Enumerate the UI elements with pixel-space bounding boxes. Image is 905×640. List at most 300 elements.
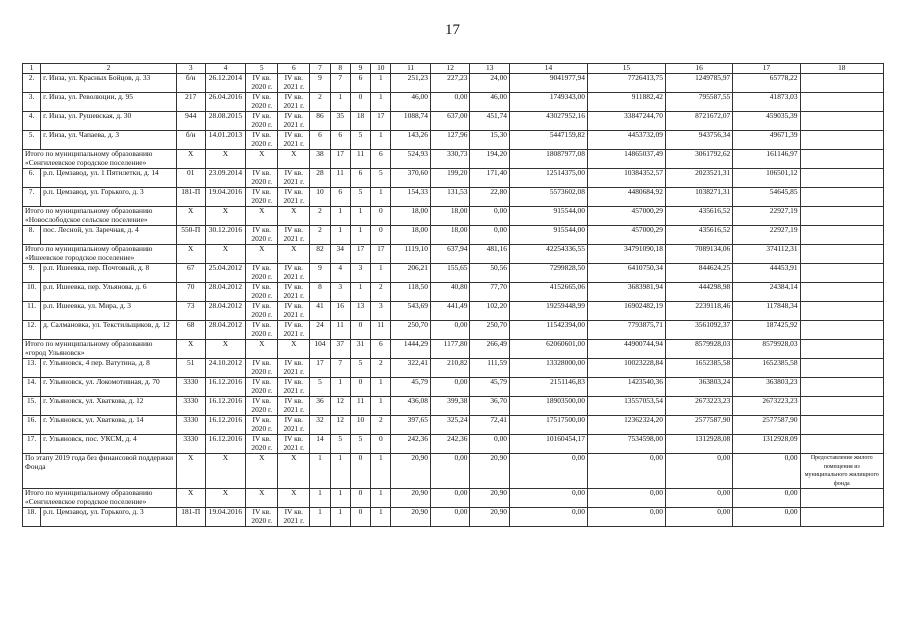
column-number-2: 2: [41, 64, 177, 74]
table-cell: 0,00: [430, 454, 470, 489]
table-cell: 227,23: [430, 74, 470, 93]
table-cell: IV кв. 2021 г.: [278, 93, 310, 112]
table-cell: 5: [350, 131, 370, 150]
table-cell: 441,49: [430, 302, 470, 321]
table-cell: 210,82: [430, 359, 470, 378]
table-cell: 1: [371, 454, 391, 489]
table-cell: 3330: [176, 435, 205, 454]
table-cell: 28: [310, 169, 330, 188]
table-cell: 181-П: [176, 188, 205, 207]
table-cell: 24: [310, 321, 330, 340]
table-cell: 41873,03: [733, 93, 800, 112]
table-cell: IV кв. 2020 г.: [246, 302, 278, 321]
address-cell: г. Инза, ул. Красных Бойцов, д. 33: [41, 74, 177, 93]
table-cell: 1: [310, 508, 330, 527]
table-cell: 4453732,09: [587, 131, 665, 150]
table-cell: 199,20: [430, 169, 470, 188]
table-cell: IV кв. 2020 г.: [246, 93, 278, 112]
table-cell: 46,00: [391, 93, 431, 112]
table-cell: 6: [350, 74, 370, 93]
table-cell: 5447159,82: [509, 131, 587, 150]
table-cell: 44900744,94: [587, 340, 665, 359]
table-cell: X: [176, 489, 205, 508]
table-cell: X: [176, 454, 205, 489]
table-cell: 7793875,71: [587, 321, 665, 340]
table-cell: 41: [310, 302, 330, 321]
table-cell: 19.04.2016: [205, 508, 246, 527]
table-cell: 36: [310, 397, 330, 416]
table-cell: 15,30: [470, 131, 510, 150]
note-cell: Предоставление жилого помещения из муниципального жилищного фонда: [800, 454, 883, 489]
note-cell: [800, 435, 883, 454]
table-cell: 0,00: [665, 454, 732, 489]
table-cell: 20,90: [391, 454, 431, 489]
table-cell: 18,00: [391, 207, 431, 226]
table-cell: 1652385,58: [665, 359, 732, 378]
note-cell: [800, 302, 883, 321]
table-cell: X: [246, 489, 278, 508]
table-cell: 20,90: [470, 454, 510, 489]
table-cell: 16.12.2016: [205, 378, 246, 397]
subtotal-label: Итого по муниципальному образованию «Сенгилеевское городское поселение»: [23, 489, 177, 508]
table-cell: 3561092,37: [665, 321, 732, 340]
column-number-13: 13: [470, 64, 510, 74]
table-cell: X: [176, 150, 205, 169]
table-cell: 11542394,00: [509, 321, 587, 340]
table-cell: 18,00: [430, 226, 470, 245]
table-cell: 118,50: [391, 283, 431, 302]
table-cell: 0,00: [470, 435, 510, 454]
table-cell: 266,49: [470, 340, 510, 359]
table-cell: 1: [330, 508, 350, 527]
table-cell: 1: [371, 74, 391, 93]
table-row: [23, 283, 884, 302]
table-cell: 18087977,08: [509, 150, 587, 169]
table-row: [23, 359, 884, 378]
table-cell: IV кв. 2021 г.: [278, 378, 310, 397]
table-cell: 37: [330, 340, 350, 359]
table-cell: 911882,42: [587, 93, 665, 112]
table-cell: 16: [330, 302, 350, 321]
table-cell: IV кв. 2021 г.: [278, 397, 310, 416]
row-number: 7.: [23, 188, 41, 207]
table-cell: 0,00: [430, 321, 470, 340]
table-cell: IV кв. 2021 г.: [278, 416, 310, 435]
address-cell: г. Инза, ул. Рушевская, д. 30: [41, 112, 177, 131]
column-number-17: 17: [733, 64, 800, 74]
note-cell: [800, 188, 883, 207]
note-cell: [800, 508, 883, 527]
table-cell: X: [176, 245, 205, 264]
table-cell: 543,69: [391, 302, 431, 321]
table-cell: IV кв. 2021 г.: [278, 359, 310, 378]
column-number-4: 4: [205, 64, 246, 74]
table-cell: 24.10.2012: [205, 359, 246, 378]
table-cell: 325,24: [430, 416, 470, 435]
table-cell: IV кв. 2020 г.: [246, 397, 278, 416]
table-cell: 1: [371, 397, 391, 416]
table-row: [23, 112, 884, 131]
table-cell: IV кв. 2021 г.: [278, 283, 310, 302]
subtotal-label: По этапу 2019 года без финансовой поддержки Фонда: [23, 454, 177, 489]
table-cell: 1423540,36: [587, 378, 665, 397]
table-cell: 1444,29: [391, 340, 431, 359]
table-cell: 16.12.2016: [205, 416, 246, 435]
table-cell: 17: [371, 245, 391, 264]
table-cell: 6: [350, 169, 370, 188]
table-cell: IV кв. 2021 г.: [278, 112, 310, 131]
column-number-15: 15: [587, 64, 665, 74]
column-number-14: 14: [509, 64, 587, 74]
table-cell: 44453,91: [733, 264, 800, 283]
subtotal-row: [23, 489, 884, 508]
table-cell: 370,60: [391, 169, 431, 188]
table-cell: 8: [310, 283, 330, 302]
table-row: [23, 397, 884, 416]
note-cell: [800, 93, 883, 112]
table-cell: 12: [330, 397, 350, 416]
address-cell: г. Ульяновск, ул. Хваткова, д. 14: [41, 416, 177, 435]
row-number: 10.: [23, 283, 41, 302]
table-cell: 5: [350, 188, 370, 207]
table-cell: 18,00: [430, 207, 470, 226]
subtotal-label: Итого по муниципальному образованию «город Ульяновск»: [23, 340, 177, 359]
table-cell: 14865037,49: [587, 150, 665, 169]
table-cell: 5: [371, 169, 391, 188]
table-cell: 70: [176, 283, 205, 302]
table-cell: 2673223,23: [733, 397, 800, 416]
table-cell: 0: [371, 207, 391, 226]
table-cell: 67: [176, 264, 205, 283]
note-cell: [800, 169, 883, 188]
table-cell: 0,00: [587, 454, 665, 489]
table-cell: 54645,85: [733, 188, 800, 207]
table-cell: 18: [350, 112, 370, 131]
table-cell: 7089134,06: [665, 245, 732, 264]
table-cell: 0,00: [509, 508, 587, 527]
table-row: [23, 226, 884, 245]
table-cell: 34791090,18: [587, 245, 665, 264]
table-cell: 1: [350, 283, 370, 302]
table-cell: 77,70: [470, 283, 510, 302]
table-cell: 374112,31: [733, 245, 800, 264]
column-number-3: 3: [176, 64, 205, 74]
table-cell: 0: [350, 378, 370, 397]
table-cell: 637,00: [430, 112, 470, 131]
table-cell: 0,00: [587, 489, 665, 508]
table-cell: 0,00: [733, 454, 800, 489]
table-cell: 1: [371, 508, 391, 527]
table-cell: IV кв. 2021 г.: [278, 264, 310, 283]
table-cell: 0: [350, 508, 370, 527]
table-cell: X: [278, 150, 310, 169]
table-cell: IV кв. 2020 г.: [246, 169, 278, 188]
table-cell: 117848,34: [733, 302, 800, 321]
table-cell: 161146,97: [733, 150, 800, 169]
table-row: [23, 321, 884, 340]
table-cell: 1: [330, 226, 350, 245]
table-cell: 6410750,34: [587, 264, 665, 283]
table-cell: 1: [350, 207, 370, 226]
table-cell: 0,00: [509, 454, 587, 489]
table-cell: 397,65: [391, 416, 431, 435]
table-cell: 86: [310, 112, 330, 131]
table-cell: 0,00: [509, 489, 587, 508]
table-cell: 19.04.2016: [205, 188, 246, 207]
row-number: 13.: [23, 359, 41, 378]
table-cell: 0,00: [430, 508, 470, 527]
table-cell: 1088,74: [391, 112, 431, 131]
table-cell: 13557053,54: [587, 397, 665, 416]
table-row: [23, 188, 884, 207]
table-cell: 25.04.2012: [205, 264, 246, 283]
table-cell: 49671,39: [733, 131, 800, 150]
note-cell: [800, 226, 883, 245]
table-cell: 68: [176, 321, 205, 340]
table-header-row: [23, 64, 884, 74]
table-cell: 22927,19: [733, 207, 800, 226]
table-cell: 106501,12: [733, 169, 800, 188]
column-number-8: 8: [330, 64, 350, 74]
address-cell: р.п. Ишеевка, пер. Почтовый, д. 8: [41, 264, 177, 283]
note-cell: [800, 321, 883, 340]
table-cell: 40,80: [430, 283, 470, 302]
table-cell: 1312928,09: [733, 435, 800, 454]
table-cell: 154,33: [391, 188, 431, 207]
address-cell: г. Инза, ул. Чапаева, д. 3: [41, 131, 177, 150]
note-cell: [800, 245, 883, 264]
table-cell: 1: [371, 131, 391, 150]
table-cell: 127,96: [430, 131, 470, 150]
table-cell: 19259448,99: [509, 302, 587, 321]
row-number: 4.: [23, 112, 41, 131]
note-cell: [800, 207, 883, 226]
table-cell: 1: [371, 378, 391, 397]
table-cell: IV кв. 2021 г.: [278, 131, 310, 150]
table-cell: 206,21: [391, 264, 431, 283]
subtotal-row: [23, 150, 884, 169]
column-number-6: 6: [278, 64, 310, 74]
table-row: [23, 93, 884, 112]
table-cell: IV кв. 2020 г.: [246, 359, 278, 378]
table-cell: 5: [350, 435, 370, 454]
table-cell: 10160454,17: [509, 435, 587, 454]
table-cell: 0: [350, 93, 370, 112]
table-cell: 45,79: [470, 378, 510, 397]
table-cell: IV кв. 2020 г.: [246, 283, 278, 302]
table-cell: 1: [371, 188, 391, 207]
table-cell: 7534598,00: [587, 435, 665, 454]
table-cell: 943756,34: [665, 131, 732, 150]
table-cell: 43027952,16: [509, 112, 587, 131]
table-cell: 10: [350, 416, 370, 435]
table-cell: 0,00: [430, 489, 470, 508]
table-cell: 34: [330, 245, 350, 264]
table-cell: 4152665,06: [509, 283, 587, 302]
table-cell: X: [246, 454, 278, 489]
table-cell: 73: [176, 302, 205, 321]
table-cell: 17517500,00: [509, 416, 587, 435]
table-cell: 24,00: [470, 74, 510, 93]
table-cell: 10023228,84: [587, 359, 665, 378]
table-cell: 1: [330, 207, 350, 226]
table-cell: 12514375,00: [509, 169, 587, 188]
table-row: [23, 508, 884, 527]
table-row: [23, 416, 884, 435]
table-cell: 2: [371, 359, 391, 378]
table-cell: 171,40: [470, 169, 510, 188]
table-cell: 8721672,07: [665, 112, 732, 131]
row-number: 17.: [23, 435, 41, 454]
table-cell: 24384,14: [733, 283, 800, 302]
table-row: [23, 74, 884, 93]
note-cell: [800, 340, 883, 359]
table-cell: 155,65: [430, 264, 470, 283]
row-number: 5.: [23, 131, 41, 150]
row-number: 2.: [23, 74, 41, 93]
table-cell: IV кв. 2020 г.: [246, 226, 278, 245]
column-number-7: 7: [310, 64, 330, 74]
table-cell: X: [278, 340, 310, 359]
table-cell: 0,00: [470, 207, 510, 226]
table-cell: 5: [350, 359, 370, 378]
table-row: [23, 131, 884, 150]
table-cell: 22927,19: [733, 226, 800, 245]
table-cell: 3330: [176, 416, 205, 435]
table-cell: 1: [371, 489, 391, 508]
table-cell: 3330: [176, 397, 205, 416]
table-cell: 36,70: [470, 397, 510, 416]
table-cell: 7299828,50: [509, 264, 587, 283]
table-cell: 4: [330, 264, 350, 283]
table-cell: б/н: [176, 74, 205, 93]
table-cell: 20,90: [470, 508, 510, 527]
table-cell: IV кв. 2020 г.: [246, 74, 278, 93]
table-cell: 5: [310, 378, 330, 397]
table-cell: 1749343,00: [509, 93, 587, 112]
address-cell: пос. Лесной, ул. Заречная, д. 4: [41, 226, 177, 245]
table-cell: 12362324,20: [587, 416, 665, 435]
table-cell: 17: [371, 112, 391, 131]
table-cell: 16902482,19: [587, 302, 665, 321]
table-cell: 1038271,31: [665, 188, 732, 207]
table-cell: 1: [371, 264, 391, 283]
row-number: 3.: [23, 93, 41, 112]
table-cell: 330,73: [430, 150, 470, 169]
table-cell: 1: [330, 489, 350, 508]
table-cell: 2: [371, 416, 391, 435]
column-number-16: 16: [665, 64, 732, 74]
table-cell: 3: [330, 283, 350, 302]
table-row: [23, 264, 884, 283]
table-cell: IV кв. 2020 г.: [246, 264, 278, 283]
table-cell: 915544,00: [509, 207, 587, 226]
table-cell: 3061792,62: [665, 150, 732, 169]
table-cell: 102,20: [470, 302, 510, 321]
table-cell: 28.04.2012: [205, 321, 246, 340]
table-cell: 12: [330, 416, 350, 435]
table-cell: X: [278, 454, 310, 489]
row-number: 6.: [23, 169, 41, 188]
note-cell: [800, 397, 883, 416]
table-cell: 3330: [176, 378, 205, 397]
column-number-9: 9: [350, 64, 370, 74]
table-cell: 18903500,00: [509, 397, 587, 416]
table-cell: 1: [330, 378, 350, 397]
table-cell: 5573602,08: [509, 188, 587, 207]
table-cell: 5: [330, 435, 350, 454]
table-cell: 2577587,90: [665, 416, 732, 435]
table-cell: X: [176, 207, 205, 226]
table-cell: 0,00: [430, 93, 470, 112]
table-cell: 1177,80: [430, 340, 470, 359]
table-cell: IV кв. 2021 г.: [278, 169, 310, 188]
table-cell: X: [246, 150, 278, 169]
table-cell: 16.12.2016: [205, 397, 246, 416]
table-cell: 0,00: [430, 378, 470, 397]
table-cell: 111,59: [470, 359, 510, 378]
table-cell: 2: [371, 283, 391, 302]
table-cell: 7: [330, 74, 350, 93]
table-cell: 637,94: [430, 245, 470, 264]
table-cell: 45,79: [391, 378, 431, 397]
table-cell: 250,70: [391, 321, 431, 340]
table-cell: 143,26: [391, 131, 431, 150]
table-cell: IV кв. 2021 г.: [278, 435, 310, 454]
table-cell: X: [176, 340, 205, 359]
table-cell: X: [246, 207, 278, 226]
table-cell: 38: [310, 150, 330, 169]
table-cell: 0: [350, 489, 370, 508]
table-cell: 0: [371, 226, 391, 245]
note-cell: [800, 359, 883, 378]
note-cell: [800, 489, 883, 508]
column-number-1: 1: [23, 64, 41, 74]
table-cell: IV кв. 2021 г.: [278, 321, 310, 340]
table-cell: 17: [310, 359, 330, 378]
table-cell: IV кв. 2021 г.: [278, 302, 310, 321]
address-cell: д. Салмановка, ул. Текстильщиков, д. 12: [41, 321, 177, 340]
table-cell: 10: [310, 188, 330, 207]
address-cell: р.п. Цемзавод, ул. 1 Пятилетки, д. 14: [41, 169, 177, 188]
table-cell: 0,00: [665, 489, 732, 508]
table-cell: 20,90: [391, 489, 431, 508]
column-number-11: 11: [391, 64, 431, 74]
table-cell: 459035,39: [733, 112, 800, 131]
table-cell: 18,00: [391, 226, 431, 245]
table-cell: 65778,22: [733, 74, 800, 93]
table-cell: 4480684,92: [587, 188, 665, 207]
table-cell: 194,20: [470, 150, 510, 169]
table-cell: 9: [310, 74, 330, 93]
row-number: 14.: [23, 378, 41, 397]
table-cell: 104: [310, 340, 330, 359]
table-cell: 14.01.2013: [205, 131, 246, 150]
table-cell: 795587,55: [665, 93, 732, 112]
table-cell: 481,16: [470, 245, 510, 264]
table-cell: X: [246, 340, 278, 359]
table-cell: 72,41: [470, 416, 510, 435]
table-cell: 01: [176, 169, 205, 188]
table-cell: 242,36: [391, 435, 431, 454]
table-cell: 51: [176, 359, 205, 378]
table-cell: 3: [350, 264, 370, 283]
row-number: 12.: [23, 321, 41, 340]
table-cell: 28.04.2012: [205, 283, 246, 302]
table-cell: 0: [350, 454, 370, 489]
page-number: 17: [445, 22, 460, 38]
table-cell: 1: [310, 489, 330, 508]
